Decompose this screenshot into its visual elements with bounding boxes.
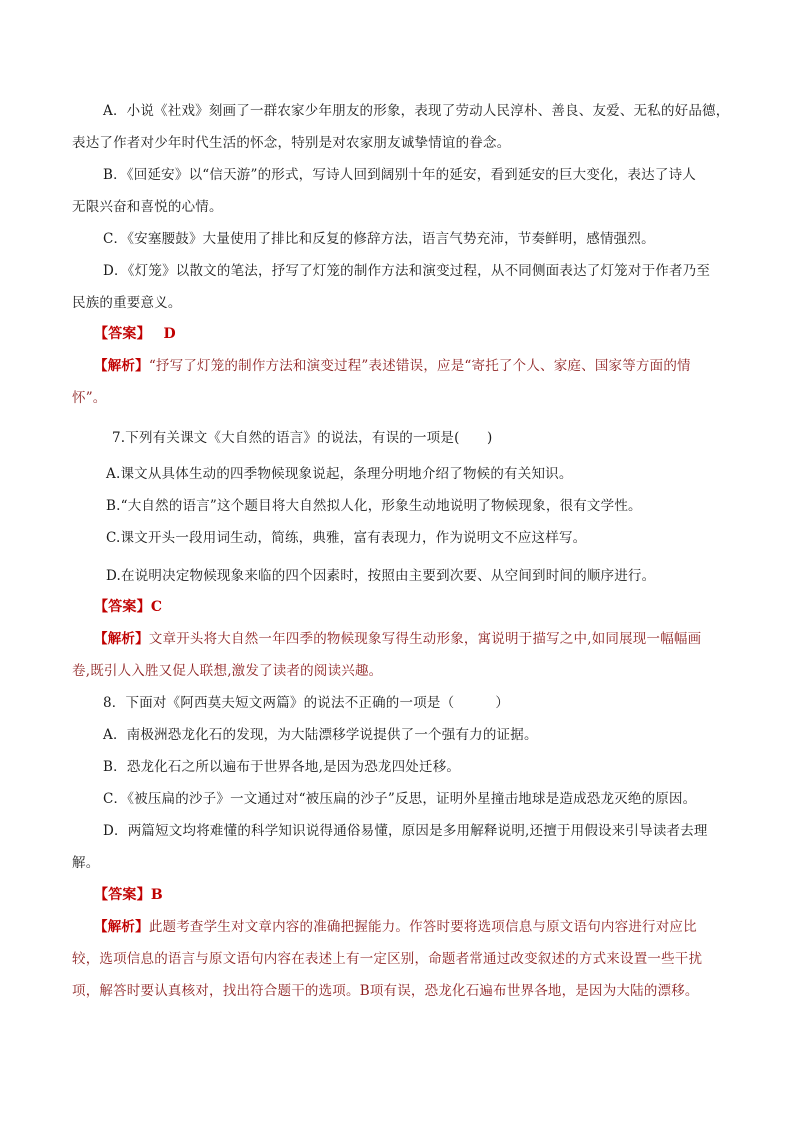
q6-analysis-line1 bbox=[94, 357, 691, 375]
q6-option-a-line1: A．小说《社戏》刻画了一群农家少年朋友的形象，表现了劳动人民淳朴、善良、友爱、无私的好品德， bbox=[103, 103, 730, 119]
q7-option-c: C.课文开头一段用词生动，简练，典雅，富有表现力，作为说明文不应这样写。 bbox=[106, 530, 587, 546]
q6-option-b-line1: B．《回延安》以“信天游”的形式，写诗人回到阔别十年的延安，看到延安的巨大变化，表达了诗人 bbox=[103, 167, 696, 183]
q6-option-a-line2: 表达了作者对少年时代生活的怀念，特别是对农家朋友诚挚情谊的眷念。 bbox=[72, 135, 511, 151]
analysis-text: “抒写了灯笼的制作方法和演变过程”表述错误，应是“寄托了个人、家庭、国家等方面的情 bbox=[148, 358, 691, 374]
q7-stem: 7.下列有关课文《大自然的语言》的说法，有误的一项是( ) bbox=[112, 430, 493, 446]
q8-analysis-line3: 项，解答时要认真核对，找出符合题干的选项。B项有误，恐龙化石遍布世界各地，是因为大陆的漂移。 bbox=[72, 983, 699, 999]
answer-tag: 【答案】 bbox=[94, 326, 151, 342]
q7-answer bbox=[94, 598, 162, 616]
answer-tag: 【答案】 bbox=[94, 599, 151, 615]
q8-analysis-line1 bbox=[94, 918, 697, 936]
q8-option-c: C．《被压扁的沙子》一文通过对“被压扁的沙子”反思，证明外星撞击地球是造成恐龙灭绝的原因。 bbox=[103, 791, 697, 807]
q8-answer bbox=[94, 886, 163, 904]
answer-value: B bbox=[150, 887, 163, 903]
q6-analysis-line2: 怀”。 bbox=[72, 390, 107, 406]
answer-tag: 【答案】 bbox=[94, 887, 151, 903]
q6-option-d-line1: D．《灯笼》以散文的笔法，抒写了灯笼的制作方法和演变过程，从不同侧面表达了灯笼对于作者乃至 bbox=[103, 263, 711, 279]
q6-answer bbox=[94, 325, 176, 343]
q8-analysis-line2: 较，选项信息的语言与原文语句内容在表述上有一定区别，命题者常通过改变叙述的方式来设置一些干扰 bbox=[72, 951, 703, 967]
q7-option-b: B.“大自然的语言”这个题目将大自然拟人化，形象生动地说明了物候现象，很有文学性。 bbox=[106, 498, 642, 514]
analysis-tag: 【解析】 bbox=[94, 919, 149, 935]
q7-option-a: A.课文从具体生动的四季物候现象说起，条理分明地介绍了物候的有关知识。 bbox=[106, 466, 573, 482]
answer-value: D bbox=[163, 326, 176, 342]
q8-option-a: A．南极洲恐龙化石的发现，为大陆漂移学说提供了一个强有力的证据。 bbox=[103, 727, 538, 743]
q7-analysis-line1 bbox=[94, 630, 701, 648]
q8-option-d-line2: 解。 bbox=[72, 855, 100, 871]
q6-option-c: C．《安塞腰鼓》大量使用了排比和反复的修辞方法，语言气势充沛，节奏鲜明，感情强烈。 bbox=[103, 231, 655, 247]
analysis-tag: 【解析】 bbox=[94, 358, 149, 374]
analysis-text: 此题考查学生对文章内容的准确把握能力。作答时要将选项信息与原文语句内容进行对应比 bbox=[148, 919, 697, 935]
q8-stem: 8．下面对《阿西莫夫短文两篇》的说法不正确的一项是（ ） bbox=[103, 695, 510, 711]
q8-option-b: B．恐龙化石之所以遍布于世界各地,是因为恐龙四处迁移。 bbox=[103, 759, 461, 775]
q8-option-d-line1: D．两篇短文均将难懂的科学知识说得通俗易懂，原因是多用解释说明,还擅于用假设来引导读者去理 bbox=[103, 823, 708, 839]
q7-option-d: D.在说明决定物候现象来临的四个因素时，按照由主要到次要、从空间到时间的顺序进行。 bbox=[106, 568, 656, 584]
q7-analysis-line2: 卷,既引人入胜又促人联想,激发了读者的阅读兴趣。 bbox=[72, 663, 383, 679]
answer-value: C bbox=[150, 599, 163, 615]
analysis-text: 文章开头将大自然一年四季的物候现象写得生动形象，寓说明于描写之中,如同展现一幅幅画 bbox=[148, 631, 702, 647]
q6-option-d-line2: 民族的重要意义。 bbox=[72, 295, 182, 311]
analysis-tag: 【解析】 bbox=[94, 631, 149, 647]
q6-option-b-line2: 无限兴奋和喜悦的心情。 bbox=[72, 199, 223, 215]
